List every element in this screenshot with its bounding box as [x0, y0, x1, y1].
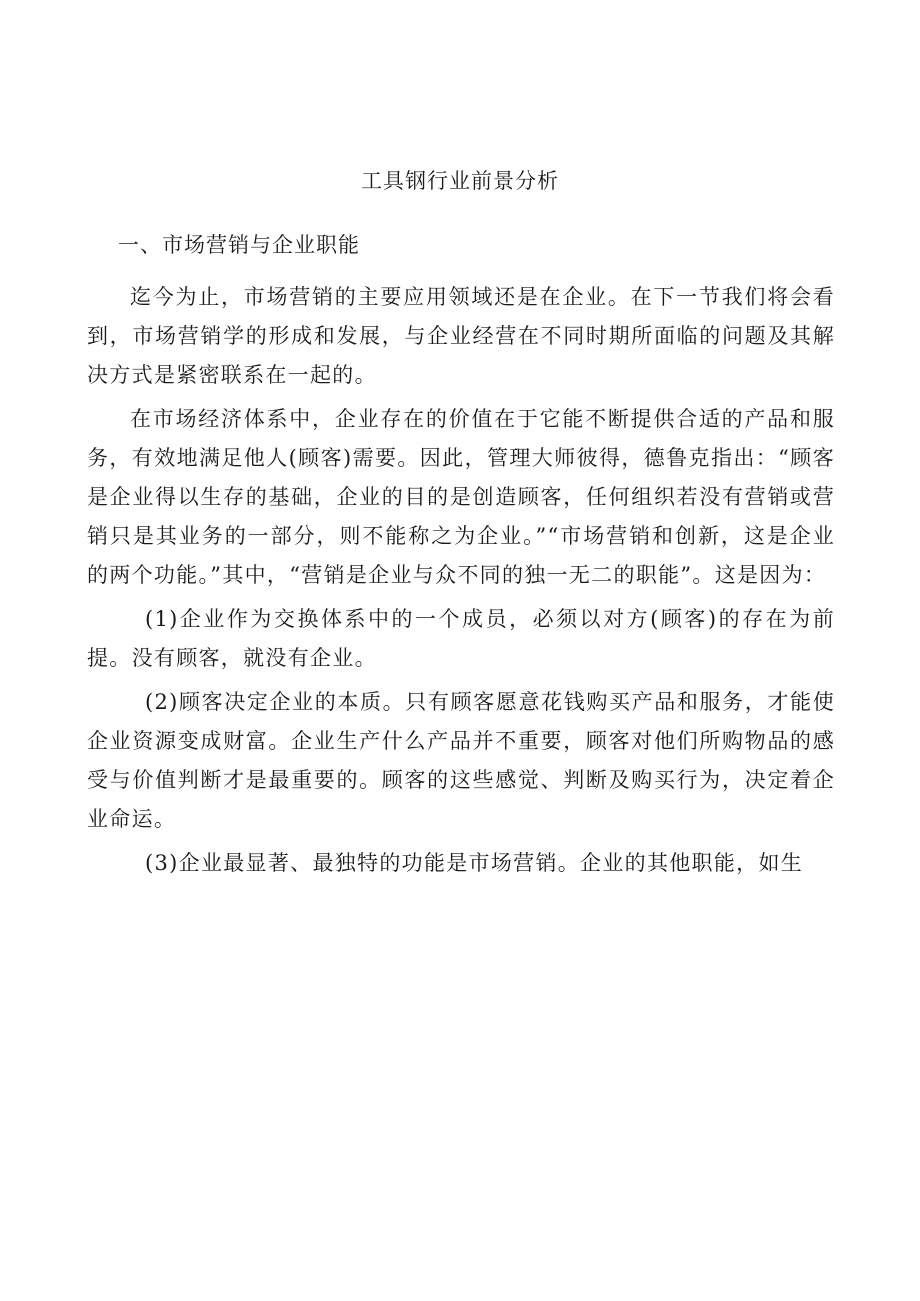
list-item: (1)企业作为交换体系中的一个成员，必须以对方(顾客)的存在为前提。没有顾客，就没有企业。: [87, 607, 835, 670]
paragraph: 迄今为止，市场营销的主要应用领域还是在企业。在下一节我们将会看到，市场营销学的形成和发展，与企业经营在不同时期所面临的问题及其解决方式是紧密联系在一起的。: [87, 285, 835, 387]
list-item: (3)企业最显著、最独特的功能是市场营销。企业的其他职能，如生: [145, 851, 804, 875]
document-body: [87, 278, 835, 888]
section-heading: 一、市场营销与企业职能: [118, 233, 360, 257]
list-item: (2)顾客决定企业的本质。只有顾客愿意花钱购买产品和服务，才能使企业资源变成财富。企业生产什么产品并不重要，顾客对他们所购物品的感受与价值判断才是最重要的。顾客的这些感觉、判断及购买行为，决定着企业命运。: [87, 690, 835, 831]
document-title: 工具钢行业前景分析: [361, 169, 559, 193]
paragraph: 在市场经济体系中，企业存在的价值在于它能不断提供合适的产品和服务，有效地满足他人(顾客)需要。因此，管理大师彼得，德鲁克指出：“顾客是企业得以生存的基础，企业的目的是创造顾客，任何组织若没有营销或营销只是其业务的一部分，则不能称之为企业。”“市场营销和创新，这是企业的两个功能。”其中，“营销是企业与众不同的独一无二的职能”。这是因为：: [87, 407, 835, 587]
